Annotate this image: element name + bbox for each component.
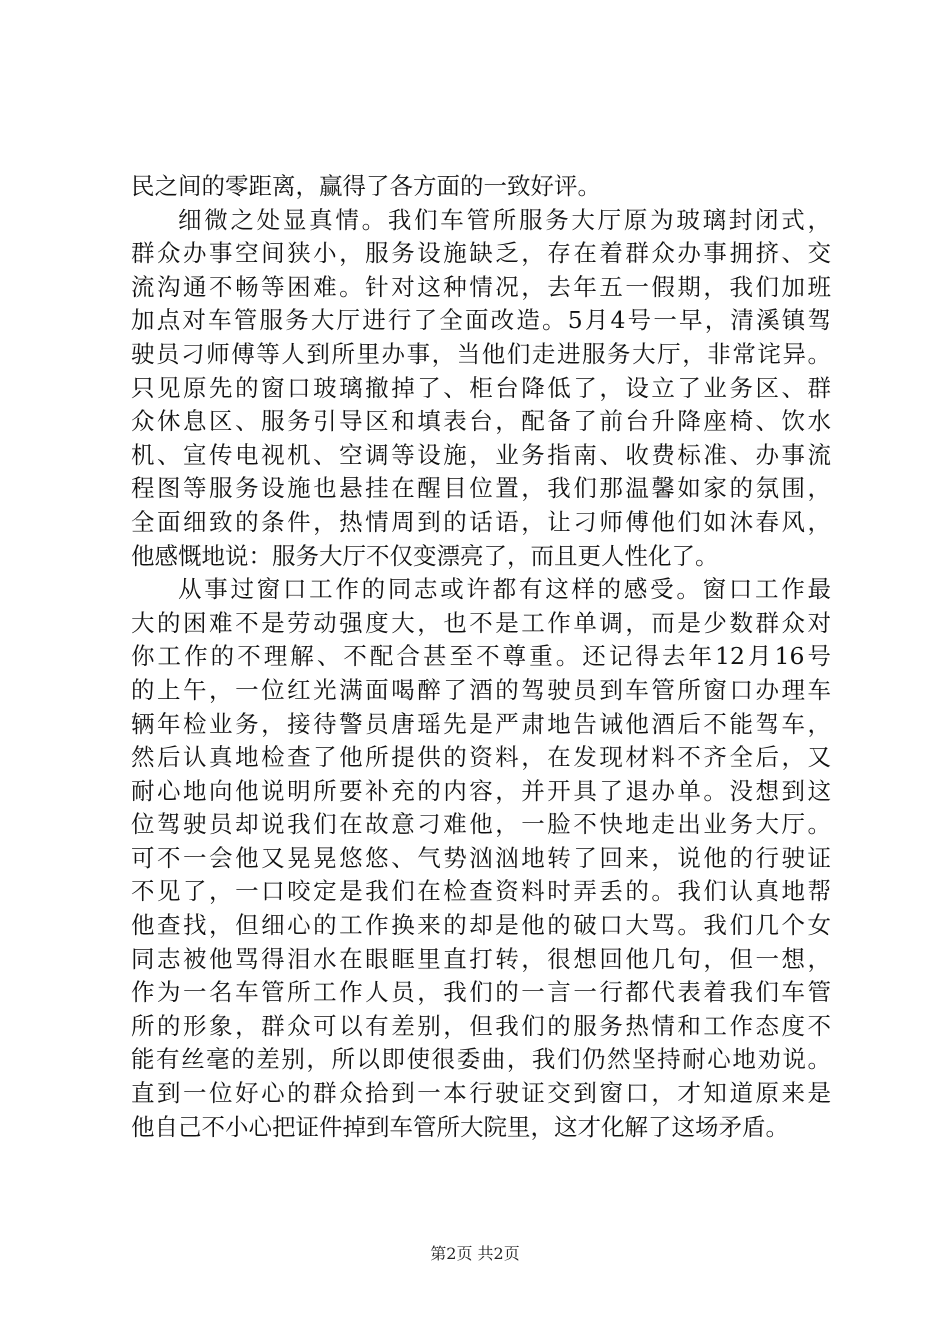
- text-line: 驶员刁师傅等人到所里办事，当他们走进服务大厅，非常诧异。: [131, 339, 831, 368]
- text-line: 的上午，一位红光满面喝醉了酒的驾驶员到车管所窗口办理车: [131, 675, 831, 704]
- text-line: 能有丝毫的差别，所以即使很委曲，我们仍然坚持耐心地劝说。: [131, 1045, 831, 1074]
- text-line: 程图等服务设施也悬挂在醒目位置，我们那温馨如家的氛围，: [131, 474, 831, 503]
- text-line: 全面细致的条件，热情周到的话语，让刁师傅他们如沐春风，: [131, 507, 831, 536]
- text-line: 不见了，一口咬定是我们在检查资料时弄丢的。我们认真地帮: [131, 877, 831, 906]
- text-line: 众休息区、服务引导区和填表台，配备了前台升降座椅、饮水: [131, 407, 831, 436]
- text-line: 耐心地向他说明所要补充的内容，并开具了退办单。没想到这: [131, 776, 831, 805]
- page-footer: [0, 1243, 950, 1265]
- text-line: 群众办事空间狭小，服务设施缺乏，存在着群众办事拥挤、交: [131, 239, 831, 268]
- page-number: 第2页 共2页: [430, 1244, 520, 1263]
- body-text: [131, 170, 831, 1144]
- text-line: 所的形象，群众可以有差别，但我们的服务热情和工作态度不: [131, 1011, 831, 1040]
- text-line: 他自己不小心把证件掉到车管所大院里，这才化解了这场矛盾。: [131, 1112, 789, 1141]
- text-line: 同志被他骂得泪水在眼眶里直打转，很想回他几句，但一想，: [131, 944, 831, 973]
- text-line: 机、宣传电视机、空调等设施，业务指南、收费标准、办事流: [131, 440, 831, 469]
- text-line: 可不一会他又晃晃悠悠、气势汹汹地转了回来，说他的行驶证: [131, 843, 831, 872]
- text-line: 辆年检业务，接待警员唐瑶先是严肃地告诫他酒后不能驾车，: [131, 709, 831, 738]
- text-line: 他感慨地说：服务大厅不仅变漂亮了，而且更人性化了。: [131, 541, 719, 570]
- text-line: 直到一位好心的群众拾到一本行驶证交到窗口，才知道原来是: [131, 1079, 831, 1108]
- text-line: 加点对车管服务大厅进行了全面改造。5月4号一早，清溪镇驾: [131, 306, 831, 335]
- text-line: 大的困难不是劳动强度大，也不是工作单调，而是少数群众对: [131, 608, 831, 637]
- text-line: 他查找，但细心的工作换来的却是他的破口大骂。我们几个女: [131, 911, 831, 940]
- text-line: 位驾驶员却说我们在故意刁难他，一脸不快地走出业务大厅。: [131, 810, 831, 839]
- text-line: 民之间的零距离，赢得了各方面的一致好评。: [131, 172, 601, 200]
- text-line: 流沟通不畅等困难。针对这种情况，去年五一假期，我们加班: [131, 272, 831, 301]
- text-line: 你工作的不理解、不配合甚至不尊重。还记得去年12月16号: [131, 642, 831, 671]
- paragraph-start-line: 细微之处显真情。我们车管所服务大厅原为玻璃封闭式，: [178, 205, 831, 234]
- text-line: 只见原先的窗口玻璃撤掉了、柜台降低了，设立了业务区、群: [131, 373, 831, 402]
- text-line: 然后认真地检查了他所提供的资料，在发现材料不齐全后，又: [131, 743, 831, 772]
- text-line: 作为一名车管所工作人员，我们的一言一行都代表着我们车管: [131, 978, 831, 1007]
- paragraph-start-line: 从事过窗口工作的同志或许都有这样的感受。窗口工作最: [178, 575, 831, 604]
